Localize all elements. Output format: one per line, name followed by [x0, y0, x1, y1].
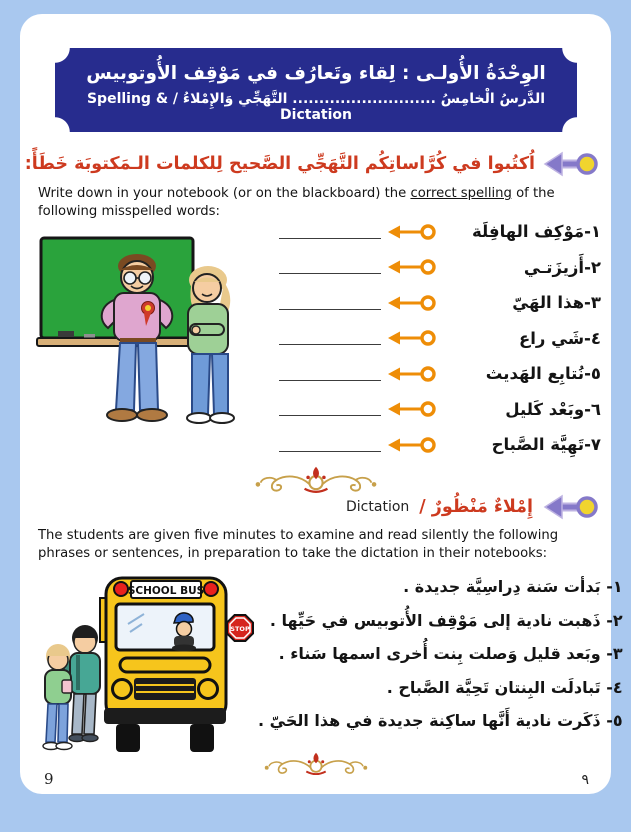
word-row: [270, 250, 601, 286]
pointer-arrow-icon: [543, 150, 599, 178]
word-label: ٧-تَهِيَّة الصَّباح: [491, 435, 601, 455]
word-row: [270, 392, 601, 428]
word-label: ٥-نُتابِع الهَديث: [485, 364, 601, 384]
answer-arrow-icon: [388, 399, 436, 419]
textbook-page: [20, 14, 623, 794]
word-label: ٢-أَزيزَتـي: [523, 257, 601, 277]
dictation-sentence: ١- بَدأت سَنة دِراسِيَّة جديدة .: [403, 577, 623, 596]
ornament-divider: [260, 750, 372, 778]
instruction-text-after: of the following misspelled words:: [38, 186, 555, 219]
school-bus-illustration: [20, 570, 258, 768]
word-row: [270, 356, 601, 392]
answer-arrow-icon: [388, 364, 436, 384]
lesson-header-plaque: [55, 48, 577, 132]
answer-blank-line: [279, 260, 381, 274]
dictation-body: [20, 570, 623, 768]
word-row: [270, 214, 601, 250]
exercise1-body: [20, 214, 611, 463]
word-label: ١-مَوْكِف الهافِلَة: [472, 222, 601, 242]
dictation-sentence: ٥- ذَكَرت نادية أَنَّها ساكِنة جديدة في هذا الحَيّ .: [258, 711, 623, 730]
answer-blank-line: [279, 225, 381, 239]
dictation-sentence: ٢- ذَهبت نادية إلى مَوْقِف الأُتوبيس في حَيِّها .: [269, 610, 623, 630]
pointer-arrow-icon: [543, 493, 599, 521]
dictation-title-english: Dictation: [346, 499, 410, 515]
stop-sign-text: STOP: [230, 625, 250, 633]
answer-arrow-icon: [388, 293, 436, 313]
answer-arrow-icon: [388, 435, 436, 455]
dictation-sentence-list: [258, 570, 631, 768]
answer-blank-line: [279, 296, 381, 310]
answer-blank-line: [279, 367, 381, 381]
page-number-latin: 9: [44, 770, 54, 788]
dictation-title-arabic: إِمْلاءٌ مَنْظُورٌ /: [419, 497, 533, 517]
school-bus-sign-text: SCHOOL BUS: [127, 585, 205, 597]
page-number-arabic: ٩: [581, 772, 589, 788]
exercise1-instruction-arabic: اُكتُبوا في كُرَّاساتِكُم التَّهَجِّي الصَّحيح لِلكلمات الـمَكتوبَة خَطَأً:: [24, 154, 535, 174]
word-row: [270, 321, 601, 357]
word-row: [270, 285, 601, 321]
answer-arrow-icon: [388, 328, 436, 348]
word-label: ٣-هذا الهَيّ: [512, 293, 601, 313]
dictation-instruction-english: The students are given five minutes to examine and read silently the following phrases or sentences, in preparation to take the dictation in their notebooks:: [38, 528, 559, 561]
answer-arrow-icon: [388, 222, 436, 242]
answer-blank-line: [279, 402, 381, 416]
word-label: ٦-وبَعْد كَليل: [505, 399, 601, 419]
blackboard-scene-drawing: [36, 214, 266, 429]
blackboard-illustration: [20, 214, 270, 463]
unit-title: الوِحْدَةُ الأُولـى : لِقاء وتَعارُف في مَوْقِف الأُوتوبيس: [86, 63, 546, 84]
instruction-text-underlined: correct spelling: [410, 186, 512, 201]
answer-arrow-icon: [388, 257, 436, 277]
ornament-divider: [250, 464, 382, 496]
instruction-text-before: Write down in your notebook (or on the blackboard) the: [38, 186, 411, 201]
lesson-title: الدَّرسُ الْخامِسُ ........................... التَّهَجِّي وَالإِمْلاءُ / Spelling & Dictation: [86, 91, 546, 123]
school-bus-scene-drawing: [28, 570, 258, 768]
misspelled-word-list: [270, 214, 611, 463]
dictation-sentence: ٣- وبَعد قليل وَصلت بِنت أُخرى اسمها سَناء .: [278, 644, 623, 663]
dictation-heading: [20, 493, 599, 521]
exercise1-heading: [20, 150, 599, 178]
answer-blank-line: [279, 331, 381, 345]
dictation-sentence: ٤- تَبادلَت البِنتان تَحِيَّة الصَّباح .: [386, 677, 623, 697]
answer-blank-line: [279, 438, 381, 452]
word-label: ٤-شَي راع: [518, 328, 601, 348]
word-row: [270, 427, 601, 463]
